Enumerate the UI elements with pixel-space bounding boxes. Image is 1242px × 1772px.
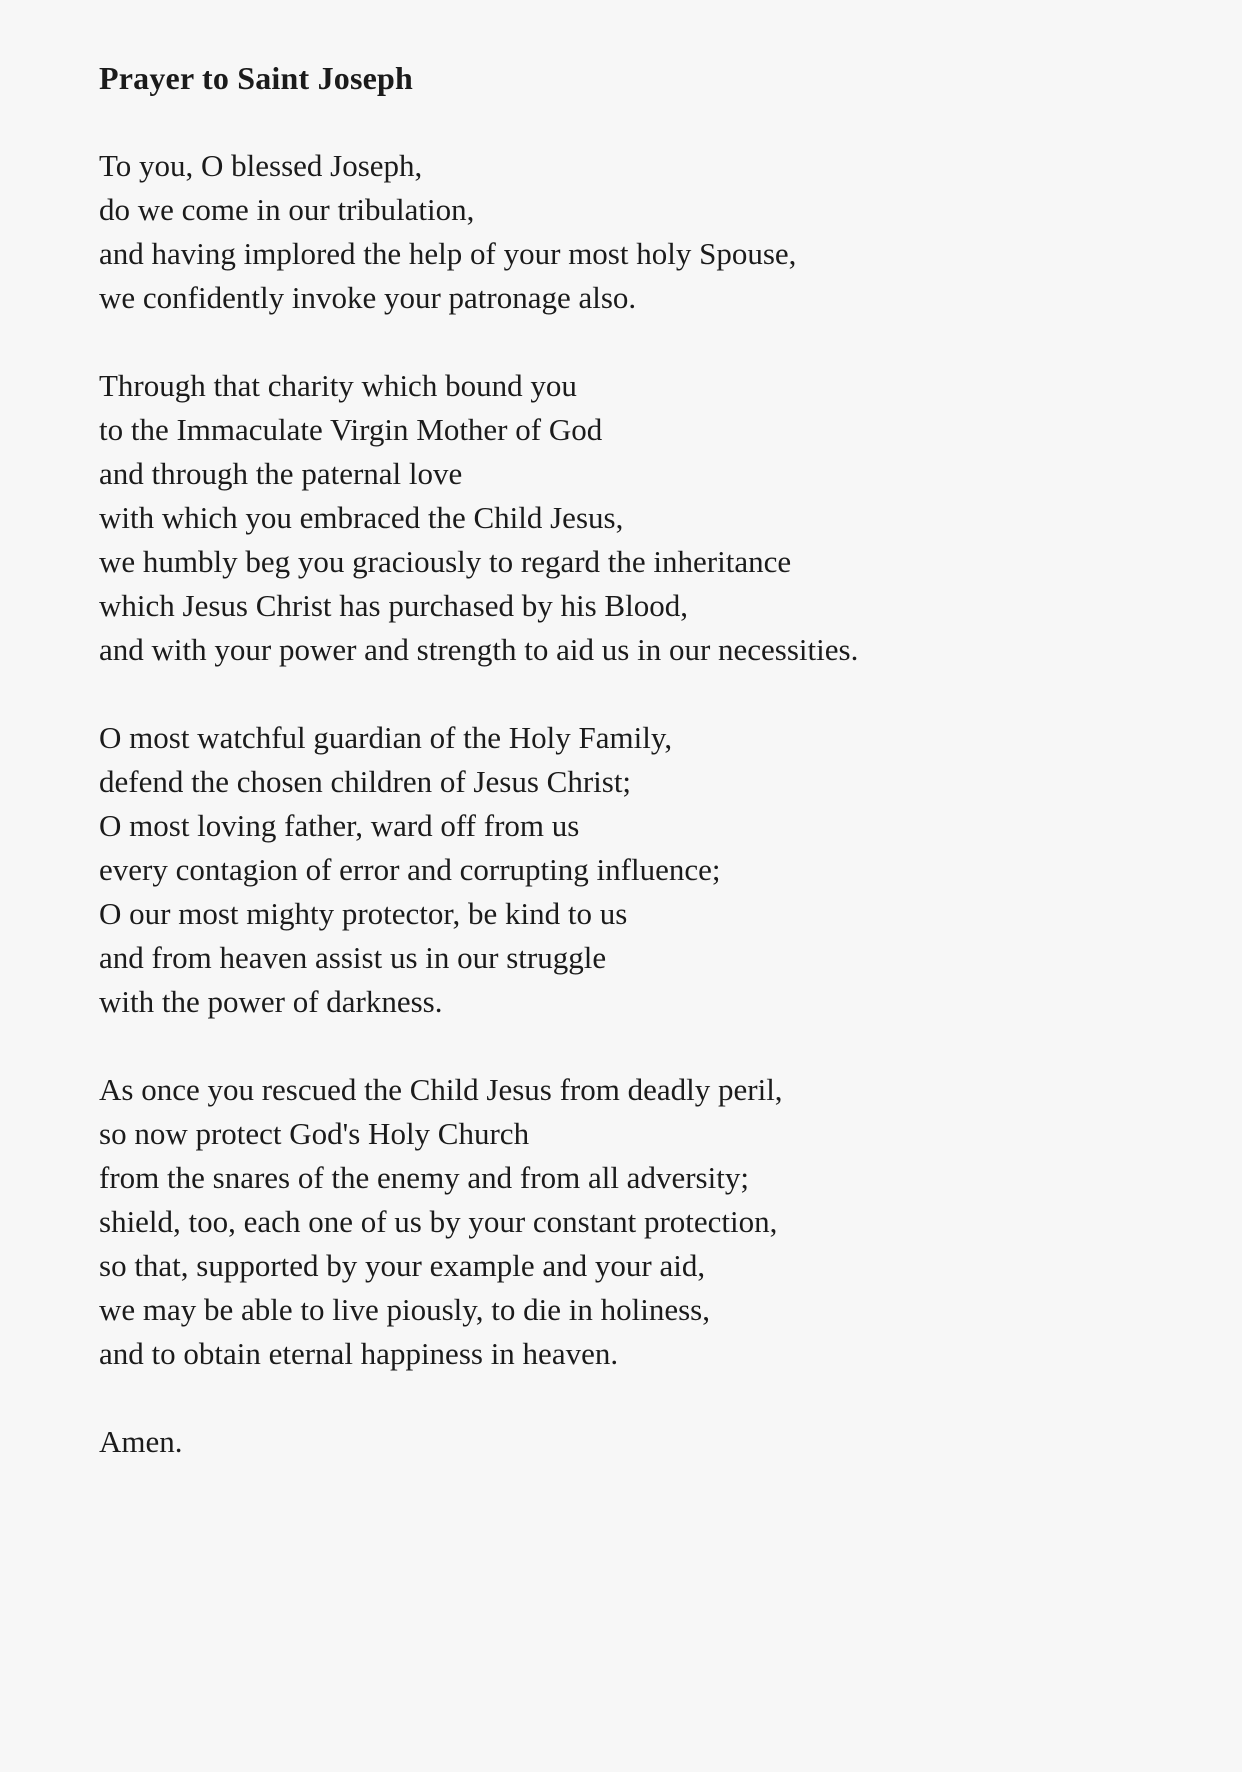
poem-line: so now protect God's Holy Church [99, 1116, 530, 1151]
stanza-2 [99, 364, 1152, 672]
poem-line: from the snares of the enemy and from all adversity; [99, 1160, 749, 1195]
stanza-3 [99, 716, 1152, 1024]
poem-line: O most loving father, ward off from us [99, 808, 580, 843]
poem-line: and through the paternal love [99, 456, 463, 491]
closing-amen: Amen. [99, 1424, 183, 1459]
stanza-4 [99, 1068, 1152, 1376]
poem-line: we humbly beg you graciously to regard the inheritance [99, 544, 792, 579]
poem-line: and to obtain eternal happiness in heaven. [99, 1336, 619, 1371]
poem-line: and with your power and strength to aid us in our necessities. [99, 632, 859, 667]
page-title: Prayer to Saint Joseph [99, 60, 414, 96]
poem-line: with the power of darkness. [99, 984, 443, 1019]
poem-line: we confidently invoke your patronage also. [99, 280, 637, 315]
poem-line: Through that charity which bound you [99, 368, 577, 403]
stanza-1 [99, 144, 1152, 320]
poem-line: O our most mighty protector, be kind to us [99, 896, 628, 931]
poem-line: which Jesus Christ has purchased by his Blood, [99, 588, 688, 623]
poem-line: with which you embraced the Child Jesus, [99, 500, 624, 535]
poem-line: and from heaven assist us in our struggle [99, 940, 607, 975]
poem-line: do we come in our tribulation, [99, 192, 475, 227]
poem-line: shield, too, each one of us by your constant protection, [99, 1204, 778, 1239]
poem-line: defend the chosen children of Jesus Christ; [99, 764, 632, 799]
poem-line: so that, supported by your example and your aid, [99, 1248, 706, 1283]
poem-line: to the Immaculate Virgin Mother of God [99, 412, 603, 447]
poem-line: To you, O blessed Joseph, [99, 148, 423, 183]
poem-line: As once you rescued the Child Jesus from deadly peril, [99, 1072, 783, 1107]
poem-line: and having implored the help of your most holy Spouse, [99, 236, 797, 271]
poem-line: every contagion of error and corrupting influence; [99, 852, 721, 887]
poem-line: O most watchful guardian of the Holy Family, [99, 720, 673, 755]
poem-line: we may be able to live piously, to die in holiness, [99, 1292, 710, 1327]
